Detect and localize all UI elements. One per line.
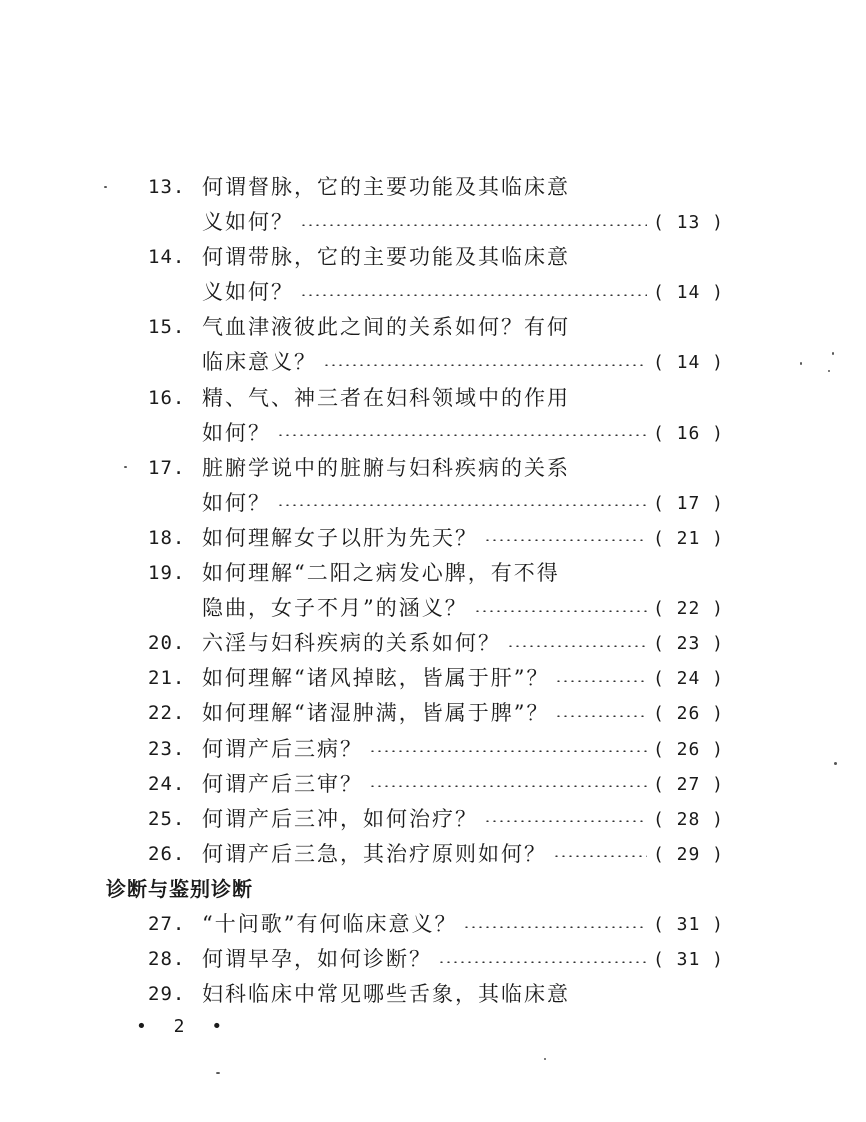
entry-title: 如何理解女子以肝为先天？ — [202, 525, 478, 550]
toc-entry-27[interactable] — [0, 907, 866, 942]
entry-number: 20. — [148, 632, 186, 655]
entry-title-continued: 临床意义？ — [202, 350, 317, 375]
toc-entry-16-continuation[interactable] — [0, 416, 866, 451]
toc-entry-13-continuation[interactable] — [0, 205, 866, 240]
toc-entry-21[interactable] — [0, 661, 866, 696]
page-number: ( 21 ) — [652, 527, 724, 549]
entry-title: 六淫与妇科疾病的关系如何？ — [202, 631, 501, 656]
toc-entry-19-continuation[interactable] — [0, 591, 866, 626]
entry-number: 16. — [148, 386, 186, 409]
entry-number: 28. — [148, 948, 186, 971]
dot-leader — [484, 539, 647, 541]
toc-entry-13[interactable] — [0, 170, 866, 205]
entry-number: 23. — [148, 737, 186, 760]
toc-entry-23[interactable] — [0, 732, 866, 767]
scan-speck — [828, 370, 830, 372]
entry-title: “十问歌”有何临床意义？ — [202, 911, 458, 936]
entry-title-continued: 隐曲，女子不月”的涵义？ — [202, 596, 468, 621]
scan-speck — [800, 362, 802, 365]
entry-title: 何谓产后三急，其治疗原则如何？ — [202, 841, 547, 866]
entry-title: 何谓早孕，如何诊断？ — [202, 947, 432, 972]
section-title: 诊断与鉴别诊断 — [106, 876, 253, 901]
entry-number: 22. — [148, 702, 186, 725]
dot-leader — [438, 961, 647, 963]
entry-title: 何谓产后三审？ — [202, 771, 363, 796]
toc-entry-14-continuation[interactable] — [0, 275, 866, 310]
scan-speck — [832, 352, 834, 355]
page-number: ( 26 ) — [652, 738, 724, 760]
scan-speck — [834, 762, 837, 765]
entry-title: 何谓产后三冲，如何治疗？ — [202, 806, 478, 831]
toc-entry-19[interactable] — [0, 556, 866, 591]
entry-title-continued: 义如何？ — [202, 210, 294, 235]
page-number: ( 14 ) — [652, 282, 724, 304]
toc-entry-22[interactable] — [0, 696, 866, 731]
entry-number: 13. — [148, 176, 186, 198]
entry-title: 脏腑学说中的脏腑与妇科疾病的关系 — [202, 455, 570, 480]
toc-entry-26[interactable] — [0, 837, 866, 872]
entry-number: 24. — [148, 772, 186, 795]
entry-title: 如何理解“诸湿肿满，皆属于脾”？ — [202, 701, 550, 726]
footer-page-number: • 2 • — [136, 1016, 231, 1037]
page-number: ( 22 ) — [652, 598, 724, 620]
page-number: ( 16 ) — [652, 422, 724, 444]
toc-entry-29[interactable] — [0, 977, 866, 1012]
entry-title-continued: 如何？ — [202, 420, 271, 445]
toc-entry-17-continuation[interactable] — [0, 486, 866, 521]
dot-leader — [555, 715, 646, 717]
page-number: ( 27 ) — [652, 773, 724, 795]
toc-entry-16[interactable] — [0, 381, 866, 416]
dot-leader — [507, 645, 647, 647]
toc-entry-20[interactable] — [0, 626, 866, 661]
dot-leader — [474, 610, 647, 612]
entry-title: 何谓督脉，它的主要功能及其临床意 — [202, 175, 570, 199]
entry-title: 妇科临床中常见哪些舌象，其临床意 — [202, 982, 570, 1007]
entry-title: 如何理解“诸风掉眩，皆属于肝”？ — [202, 666, 550, 691]
entry-title: 何谓产后三病？ — [202, 736, 363, 761]
toc-entry-15[interactable] — [0, 310, 866, 345]
dot-leader — [323, 364, 647, 366]
page-number: ( 23 ) — [652, 633, 724, 655]
page-number: ( 28 ) — [652, 808, 724, 830]
dot-leader — [484, 820, 647, 822]
entry-number: 21. — [148, 667, 186, 690]
page-number: ( 31 ) — [652, 913, 724, 935]
dot-leader — [300, 224, 647, 226]
entry-number: 25. — [148, 807, 186, 830]
dot-leader — [277, 504, 647, 506]
entry-title: 气血津液彼此之间的关系如何？有何 — [202, 315, 570, 340]
toc-entry-28[interactable] — [0, 942, 866, 977]
entry-title-continued: 义如何？ — [202, 280, 294, 305]
page-number: ( 14 ) — [652, 352, 724, 374]
dot-leader — [369, 750, 647, 752]
page-number: ( 24 ) — [652, 668, 724, 690]
toc-entry-14[interactable] — [0, 240, 866, 275]
dot-leader — [553, 855, 647, 857]
entry-title: 何谓带脉，它的主要功能及其临床意 — [202, 245, 570, 270]
page-number: ( 29 ) — [652, 843, 724, 865]
entry-number: 29. — [148, 983, 186, 1006]
scan-speck — [216, 1072, 220, 1074]
section-heading[interactable] — [0, 872, 866, 907]
page-number: ( 17 ) — [652, 492, 724, 514]
entry-number: 18. — [148, 526, 186, 549]
page-number: ( 26 ) — [652, 703, 724, 725]
toc-entry-15-continuation[interactable] — [0, 345, 866, 380]
entry-title: 如何理解“二阳之病发心脾，有不得 — [202, 561, 560, 586]
dot-leader — [277, 434, 647, 436]
toc-entry-18[interactable] — [0, 521, 866, 556]
entry-number: 17. — [148, 456, 186, 479]
toc-entry-24[interactable] — [0, 767, 866, 802]
dot-leader — [369, 785, 647, 787]
entry-number: 26. — [148, 842, 186, 865]
entry-number: 15. — [148, 316, 186, 339]
page-number: ( 13 ) — [652, 212, 724, 234]
entry-title-continued: 如何？ — [202, 490, 271, 515]
scan-speck — [124, 466, 127, 468]
page-number: ( 31 ) — [652, 949, 724, 971]
entry-number: 27. — [148, 912, 186, 935]
table-of-contents — [0, 170, 866, 1012]
dot-leader — [555, 680, 646, 682]
entry-title: 精、气、神三者在妇科领域中的作用 — [202, 385, 570, 410]
toc-entry-17[interactable] — [0, 451, 866, 486]
dot-leader — [463, 926, 646, 928]
entry-number: 19. — [148, 562, 186, 585]
scan-speck — [104, 186, 107, 188]
toc-entry-25[interactable] — [0, 802, 866, 837]
entry-number: 14. — [148, 246, 186, 269]
scan-speck — [544, 1058, 546, 1060]
dot-leader — [300, 294, 647, 296]
